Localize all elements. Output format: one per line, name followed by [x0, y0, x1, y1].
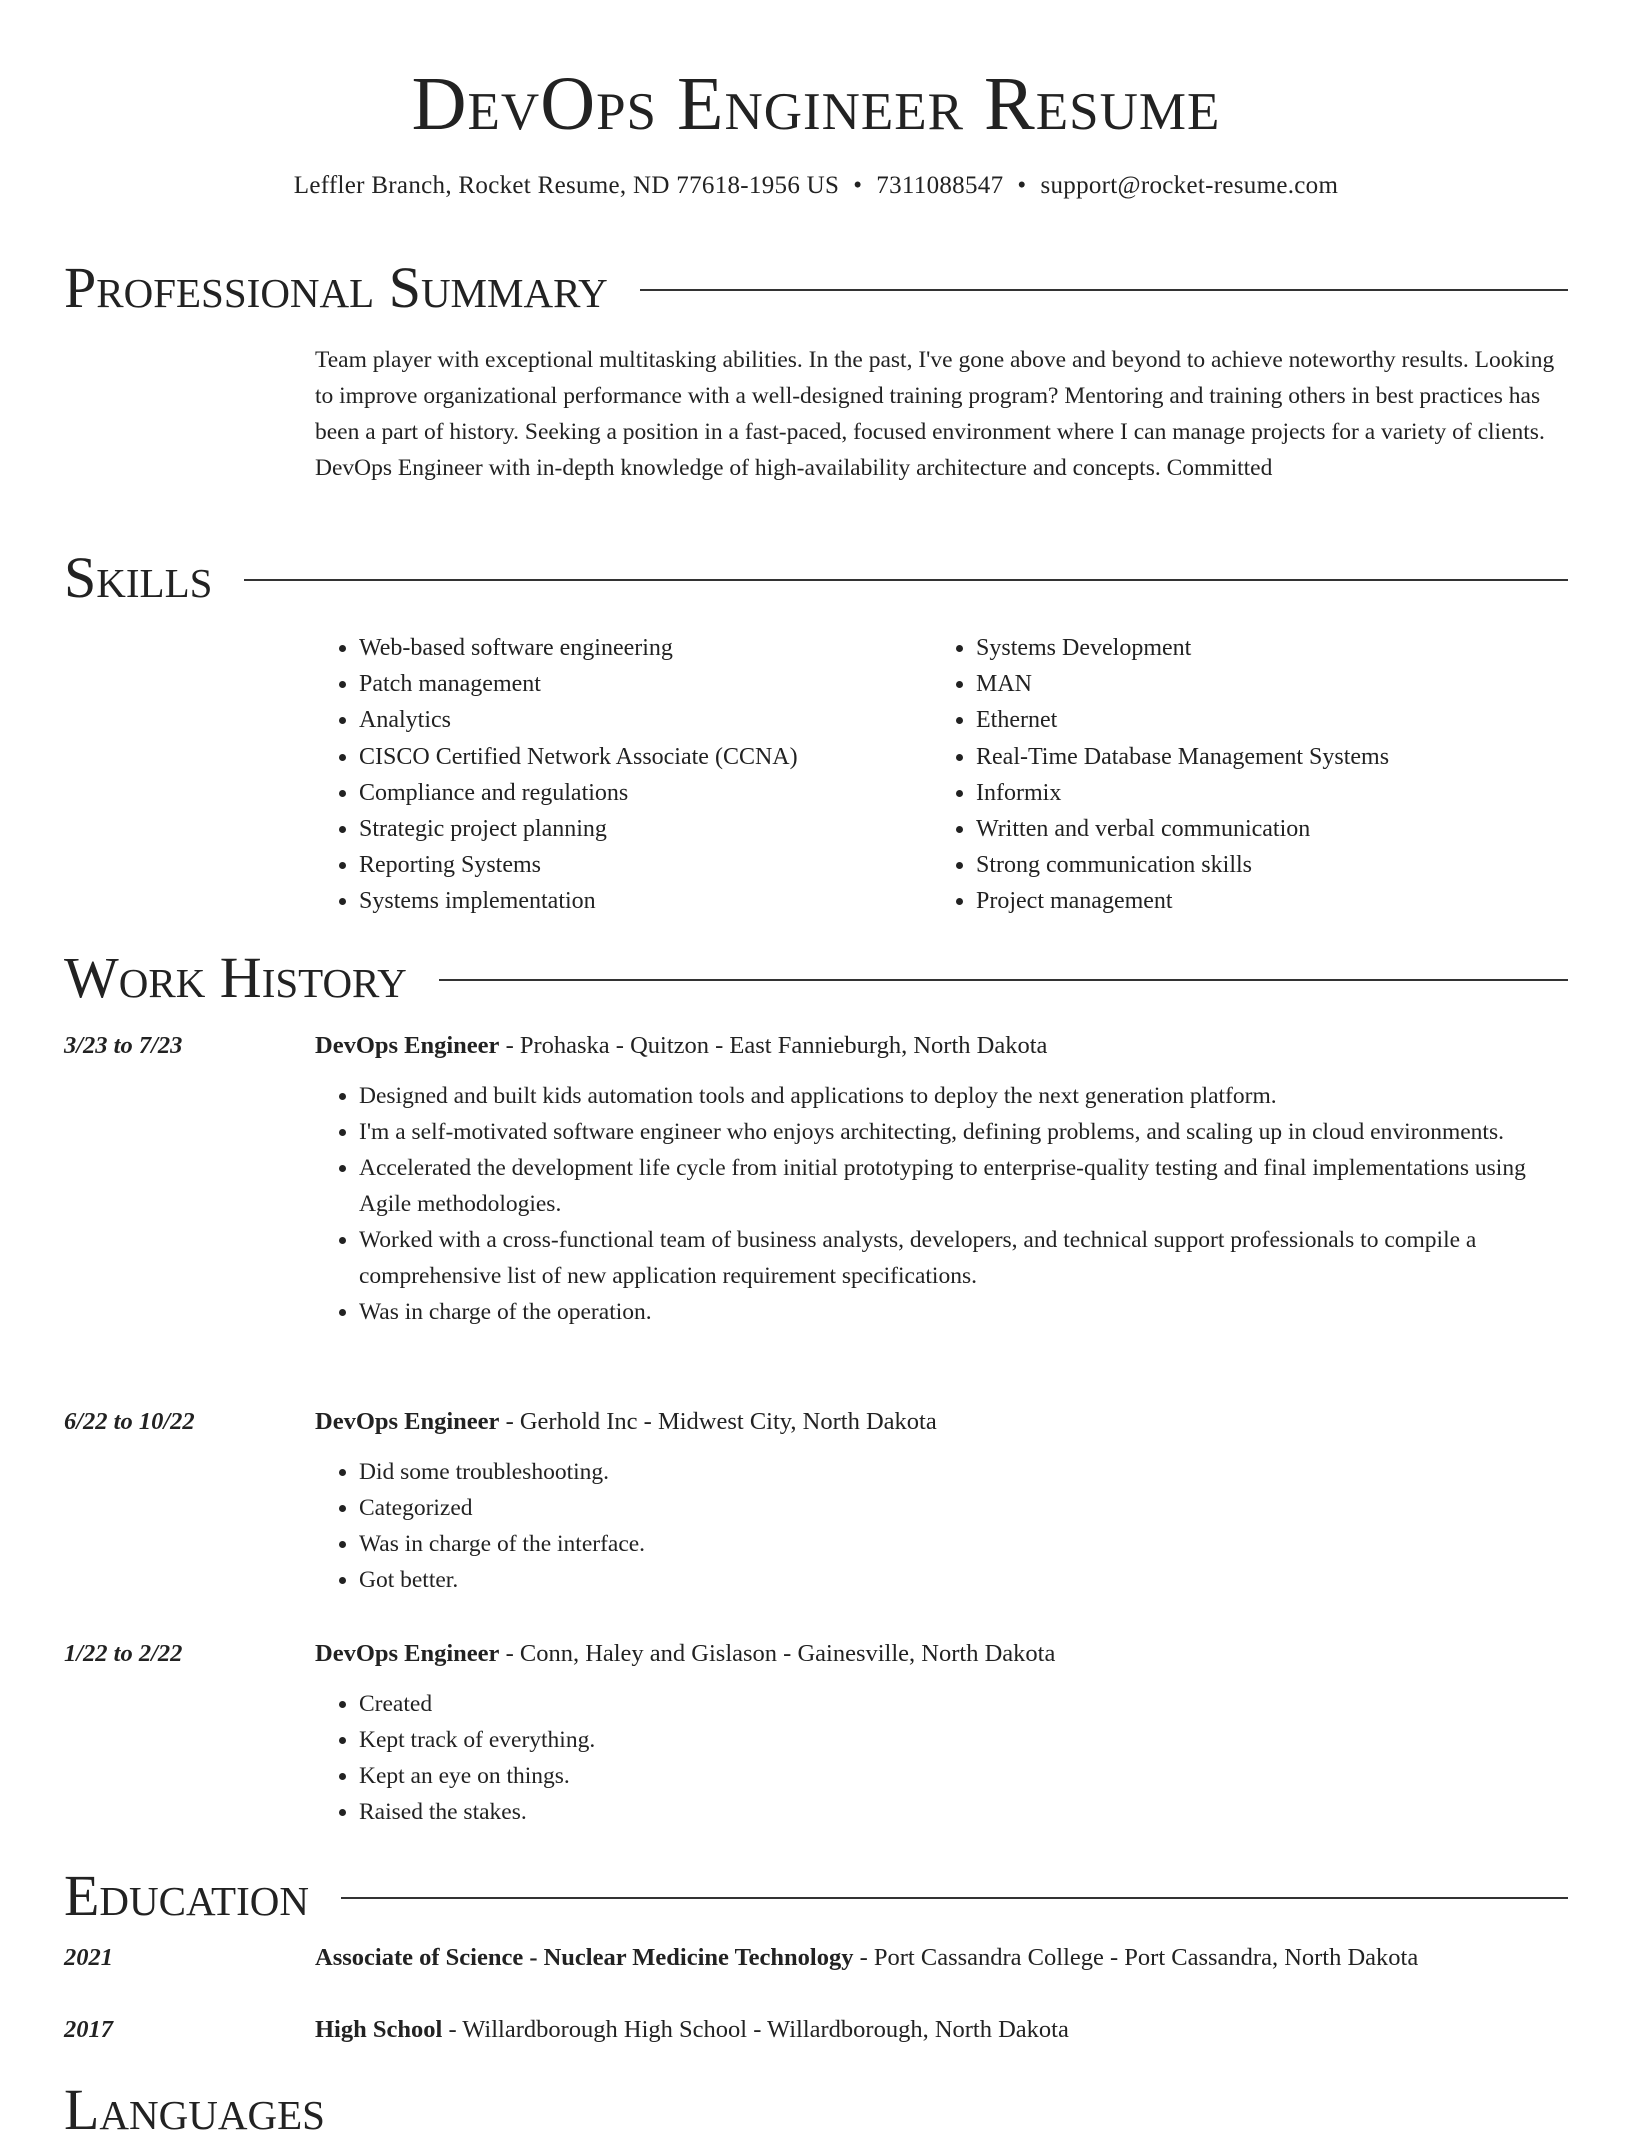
contact-phone: 7311088547	[876, 172, 1004, 199]
skill-item: • CISCO Certified Network Associate (CCNA)	[359, 739, 932, 775]
skill-item: • Reporting Systems	[359, 847, 932, 883]
job-title: DevOps Engineer	[315, 1640, 500, 1667]
skills-list-right	[932, 630, 1566, 920]
summary-header	[64, 256, 1568, 320]
job-bullet: • I'm a self-motivated software engineer who enjoys architecting, defining problems, and scaling up in cloud environments.	[359, 1114, 1568, 1150]
contact-email: support@rocket-resume.com	[1040, 172, 1339, 199]
section-divider	[640, 289, 1568, 291]
job-details: - Conn, Haley and Gislason - Gainesville, North Dakota	[499, 1640, 1056, 1667]
skill-item: • Real-Time Database Management Systems	[976, 739, 1566, 775]
skill-item: • Informix	[976, 775, 1566, 811]
job-bullet: • Designed and built kids automation tools and applications to deploy the next generation platform.	[359, 1078, 1568, 1114]
skill-item: • Patch management	[359, 666, 932, 702]
job-bullet: • Kept track of everything.	[359, 1722, 1568, 1758]
job-entry	[64, 1636, 1568, 1830]
section-divider	[439, 979, 1568, 981]
skill-item: • Strong communication skills	[976, 847, 1566, 883]
job-bullet: • Accelerated the development life cycle from initial prototyping to enterprise-quality testing and final implementations using Agile methodologies.	[359, 1150, 1568, 1222]
job-bullet: • Did some troubleshooting.	[359, 1454, 1568, 1490]
section-divider	[244, 579, 1568, 581]
resume-title: DevOps Engineer Resume	[411, 62, 1221, 146]
summary-heading: Professional Summary	[64, 255, 608, 320]
job-dates: 6/22 to 10/22	[64, 1408, 195, 1435]
job-bullet: • Got better.	[359, 1562, 1568, 1598]
education-heading: Education	[64, 1863, 309, 1928]
skills-section	[64, 546, 1568, 920]
skill-item: • Web-based software engineering	[359, 630, 932, 666]
job-dates: 3/23 to 7/23	[64, 1032, 183, 1059]
resume-page	[64, 0, 1568, 2142]
education-section	[64, 1863, 1568, 2043]
job-title: DevOps Engineer	[315, 1032, 500, 1059]
job-bullet: • Categorized	[359, 1490, 1568, 1526]
education-degree: High School	[315, 2016, 443, 2043]
section-divider	[341, 1897, 1568, 1899]
languages-heading: Languages	[64, 2077, 325, 2142]
skill-item: • Systems implementation	[359, 883, 932, 919]
education-details: - Willardborough High School - Willardborough, North Dakota	[442, 2016, 1069, 2043]
job-entry	[64, 1404, 1568, 1598]
job-bullet: • Kept an eye on things.	[359, 1758, 1568, 1794]
work-history-header	[64, 946, 1568, 1010]
job-bullet: • Worked with a cross-functional team of business analysts, developers, and technical support professionals to compile a comprehensive list of new application requirement specifications.	[359, 1222, 1568, 1294]
summary-section	[64, 256, 1568, 486]
skill-item: • Analytics	[359, 702, 932, 738]
skill-item: • Ethernet	[976, 702, 1566, 738]
job-title: DevOps Engineer	[315, 1408, 500, 1435]
education-year: 2021	[64, 1944, 113, 1971]
skills-header	[64, 546, 1568, 610]
job-bullet: • Was in charge of the interface.	[359, 1526, 1568, 1562]
skill-item: • Strategic project planning	[359, 811, 932, 847]
education-entry	[64, 2012, 1568, 2048]
skill-item: • MAN	[976, 666, 1566, 702]
job-bullet: • Created	[359, 1686, 1568, 1722]
skills-list-left	[315, 630, 932, 920]
summary-text: Team player with exceptional multitasking abilities. In the past, I've gone above and beyond to achieve noteworthy results. Looking to improve organizational performance with a well-designed training program? Mentoring and training others in best practices has been a part of history. Seeking a position in a fast-paced, focused environment where I can manage projects for a variety of clients. DevOps Engineer with in-depth knowledge of high-availability architecture and concepts. Committed	[315, 347, 1555, 481]
work-history-heading: Work History	[64, 945, 407, 1010]
job-bullet: • Raised the stakes.	[359, 1794, 1568, 1830]
job-dates: 1/22 to 2/22	[64, 1640, 183, 1667]
languages-section	[64, 2078, 1568, 2142]
skills-grid	[315, 630, 1568, 920]
education-header	[64, 1864, 1568, 1928]
job-entry	[64, 1028, 1568, 1330]
contact-separator: •	[1017, 172, 1027, 199]
education-entry	[64, 1940, 1568, 1976]
education-degree: Associate of Science - Nuclear Medicine Technology	[315, 1944, 854, 1971]
contact-line	[64, 170, 1568, 202]
languages-header	[64, 2078, 1568, 2142]
work-history-section	[64, 945, 1568, 1825]
job-details: - Prohaska - Quitzon - East Fannieburgh, North Dakota	[499, 1032, 1048, 1059]
skill-item: • Project management	[976, 883, 1566, 919]
job-bullet: • Was in charge of the operation.	[359, 1294, 1568, 1330]
job-bullets	[315, 1454, 1568, 1598]
skill-item: • Written and verbal communication	[976, 811, 1566, 847]
contact-address: Leffler Branch, Rocket Resume, ND 77618-1956 US	[293, 172, 840, 199]
job-details: - Gerhold Inc - Midwest City, North Dakota	[499, 1408, 937, 1435]
skills-heading: Skills	[64, 545, 213, 610]
contact-separator: •	[853, 172, 863, 199]
education-details: - Port Cassandra College - Port Cassandra, North Dakota	[853, 1944, 1419, 1971]
education-year: 2017	[64, 2016, 113, 2043]
skill-item: • Systems Development	[976, 630, 1566, 666]
job-bullets	[315, 1078, 1568, 1330]
job-bullets	[315, 1686, 1568, 1830]
skill-item: • Compliance and regulations	[359, 775, 932, 811]
